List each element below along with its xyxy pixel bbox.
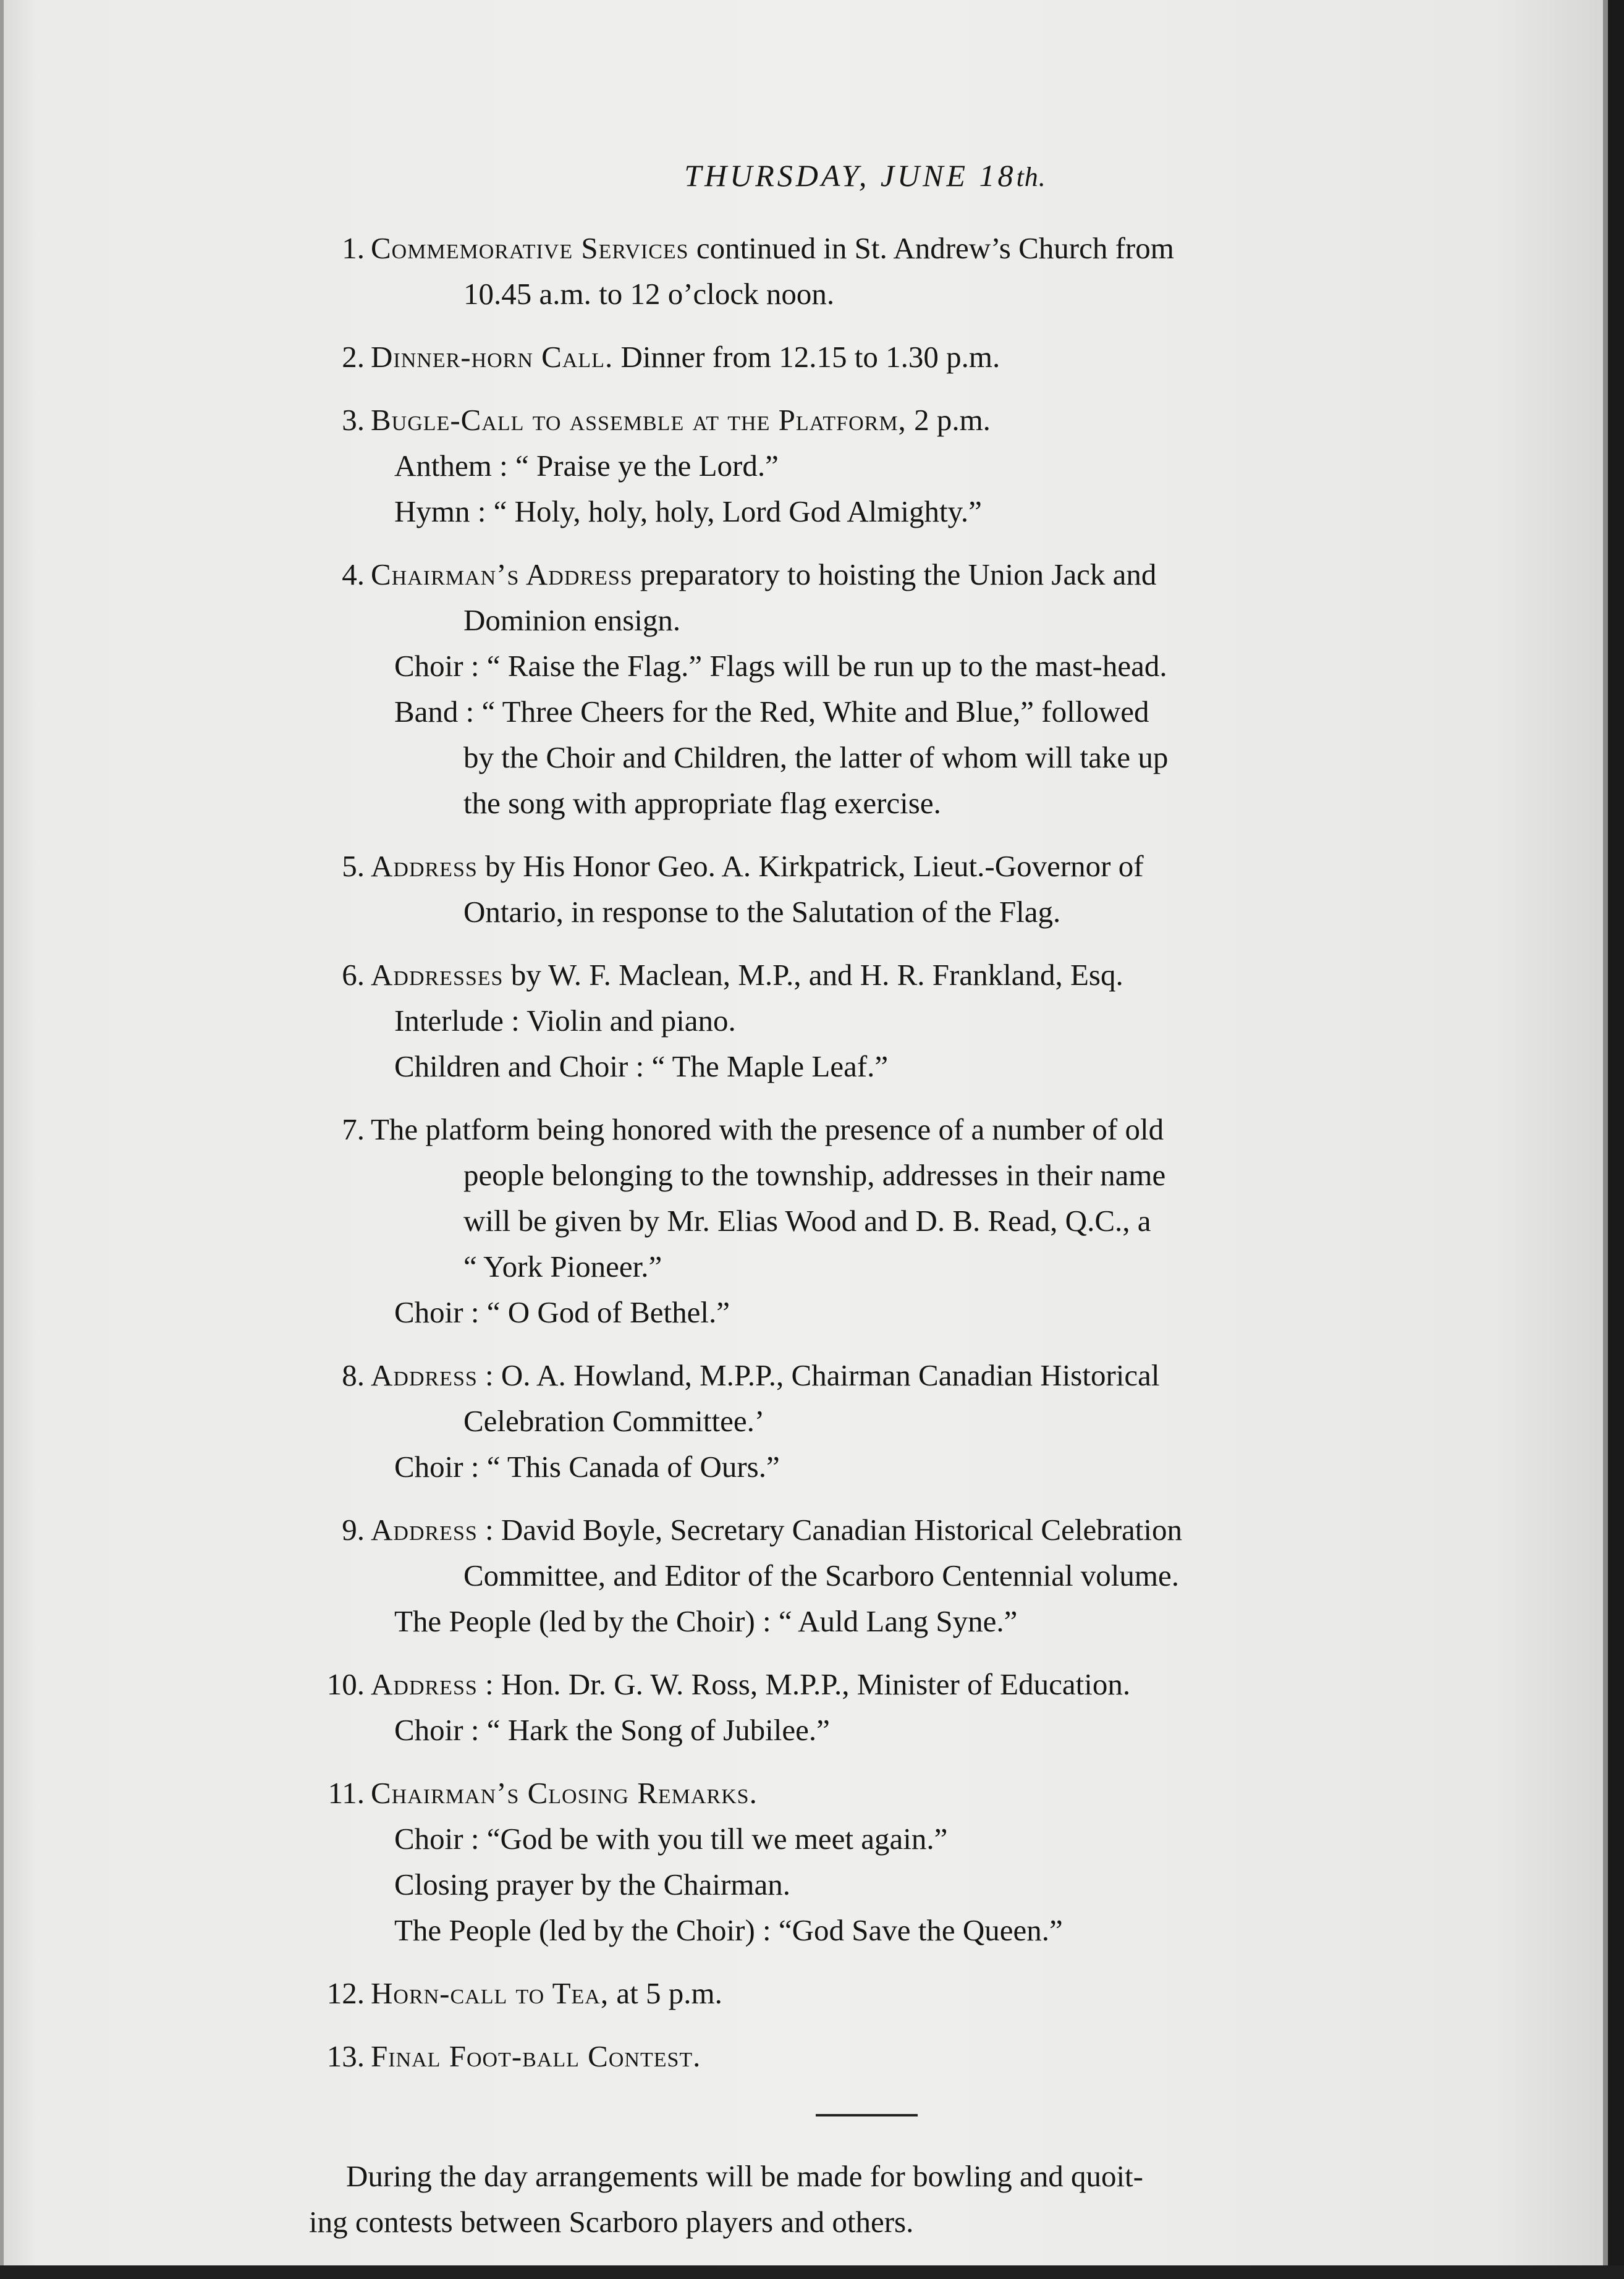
item-line [371,1599,1397,1644]
item-text: at 5 p.m. [609,1976,722,2010]
item-text: Celebration Committee.’ [463,1404,765,1438]
item-text: will be given by Mr. Elias Wood and D. B. Read, Q.C., a [463,1204,1151,1238]
item-line [371,689,1397,735]
item-line [371,1908,1397,1953]
item-line [371,552,1397,598]
heading-suffix: th. [1016,162,1046,192]
scan-edge-right [1608,0,1624,2279]
item-text: Choir : “ This Canada of Ours.” [394,1450,780,1484]
scan-edge-right-shadow [1603,0,1608,2279]
item-text: 10.45 a.m. to 12 o’clock noon. [463,277,835,311]
item-line [371,1662,1397,1707]
item-text: Closing prayer by the Chairman. [394,1867,790,1901]
program-item [309,1353,1397,1490]
program-item [309,1662,1397,1753]
note-line: During the day arrangements will be made for bowling and quoit- [346,2159,1143,2193]
item-text: Choir : “God be with you till we meet again.” [394,1822,948,1856]
item-line [371,1507,1397,1553]
program-item [309,1770,1397,1953]
item-number: 6. [342,958,365,992]
item-heading: Address [371,1513,478,1547]
item-line [371,889,1397,935]
item-line [371,1353,1397,1398]
item-line [371,1816,1397,1862]
item-number: 11. [328,1776,365,1810]
item-line [371,1290,1397,1335]
item-text: Dominion ensign. [463,603,681,637]
item-line [371,1862,1397,1908]
item-number: 10. [326,1667,365,1701]
item-number: 7. [342,1112,365,1146]
item-line [371,1107,1397,1152]
item-line [371,1444,1397,1490]
section-divider [816,2114,918,2116]
item-line [371,998,1397,1044]
item-number: 3. [342,403,365,437]
item-text: Anthem : “ Praise ye the Lord.” [394,449,779,483]
program-content [309,158,1397,2245]
item-line [371,2034,1397,2079]
item-text: by His Honor Geo. A. Kirkpatrick, Lieut.-Governor of [477,849,1144,883]
program-item [309,844,1397,935]
item-heading: Final Foot-ball Contest. [371,2039,701,2073]
program-item [309,226,1397,317]
item-text: Choir : “ O God of Bethel.” [394,1295,730,1329]
item-line [371,271,1397,317]
item-number: 12. [326,1976,365,2010]
item-line [371,1707,1397,1753]
program-item [309,952,1397,1089]
item-heading: Addresses [371,958,504,992]
closing-note [309,2154,1397,2245]
item-number: 5. [342,849,365,883]
item-text: continued in St. Andrew’s Church from [688,231,1174,265]
item-line [371,1044,1397,1089]
program-item [309,1507,1397,1644]
item-line [371,334,1397,380]
item-line [371,443,1397,489]
program-item [309,397,1397,535]
item-text: The People (led by the Choir) : “ Auld Lang Syne.” [394,1604,1018,1638]
item-line [371,735,1397,780]
item-text: by W. F. Maclean, M.P., and H. R. Frankland, Esq. [503,958,1123,992]
item-line [371,844,1397,889]
page-heading [309,158,1397,193]
item-heading: Address [371,1358,478,1392]
item-text: preparatory to hoisting the Union Jack and [632,557,1157,591]
item-number: 2. [342,340,365,374]
item-line [371,643,1397,689]
heading-title: THURSDAY, JUNE 18 [684,158,1017,193]
item-line [371,598,1397,643]
item-line [371,1553,1397,1599]
item-text: The People (led by the Choir) : “God Save the Queen.” [394,1913,1063,1947]
program-item [309,2034,1397,2079]
item-text: Band : “ Three Cheers for the Red, White and Blue,” followed [394,695,1149,729]
item-number: 9. [342,1513,365,1547]
item-line [371,1770,1397,1816]
item-heading: Bugle-Call to assemble at the Platform, [371,403,907,437]
scan-edge-left [0,0,4,2279]
item-text: Committee, and Editor of the Scarboro Centennial volume. [463,1558,1180,1592]
program-item [309,1107,1397,1335]
item-text: Dinner from 12.15 to 1.30 p.m. [613,340,1000,374]
item-text: people belonging to the township, addresses in their name [463,1158,1166,1192]
item-heading: Address [371,1667,478,1701]
item-text: Choir : “ Raise the Flag.” Flags will be run up to the mast-head. [394,649,1167,683]
item-line [371,1244,1397,1290]
program-list [309,226,1397,2079]
item-heading: Address [371,849,478,883]
item-heading: Chairman’s Address [371,557,633,591]
item-text: Ontario, in response to the Salutation of the Flag. [463,895,1061,929]
item-line [371,397,1397,443]
item-text: Children and Choir : “ The Maple Leaf.” [394,1049,889,1083]
item-text: : Hon. Dr. G. W. Ross, M.P.P., Minister of Education. [477,1667,1131,1701]
item-number: 1. [342,231,365,265]
item-heading: Chairman’s Closing Remarks. [371,1776,758,1810]
item-text: the song with appropriate flag exercise. [463,786,941,820]
note-line: ing contests between Scarboro players and others. [309,2205,914,2239]
item-line [371,952,1397,998]
item-line [371,1398,1397,1444]
item-heading: Dinner-horn Call. [371,340,614,374]
item-text: by the Choir and Children, the latter of whom will take up [463,740,1169,774]
item-number: 4. [342,557,365,591]
item-line [371,780,1397,826]
item-heading: Horn-call to Tea, [371,1976,609,2010]
item-line [371,1198,1397,1244]
item-number: 8. [342,1358,365,1392]
item-line [371,1152,1397,1198]
item-number: 13. [326,2039,365,2073]
item-line [371,489,1397,535]
item-heading: Commemorative Services [371,231,689,265]
item-text: Interlude : Violin and piano. [394,1004,736,1038]
item-text: Hymn : “ Holy, holy, holy, Lord God Almighty.” [394,494,982,528]
item-text: : O. A. Howland, M.P.P., Chairman Canadian Historical [477,1358,1160,1392]
item-line [371,1971,1397,2016]
item-line [371,226,1397,271]
item-text: : David Boyle, Secretary Canadian Historical Celebration [477,1513,1183,1547]
item-text: The platform being honored with the presence of a number of old [371,1112,1164,1146]
item-text: Choir : “ Hark the Song of Jubilee.” [394,1713,830,1747]
program-item [309,552,1397,826]
scan-edge-bottom [0,2265,1624,2279]
program-item [309,1971,1397,2016]
item-text: 2 p.m. [906,403,991,437]
program-item [309,334,1397,380]
item-text: “ York Pioneer.” [463,1249,662,1283]
